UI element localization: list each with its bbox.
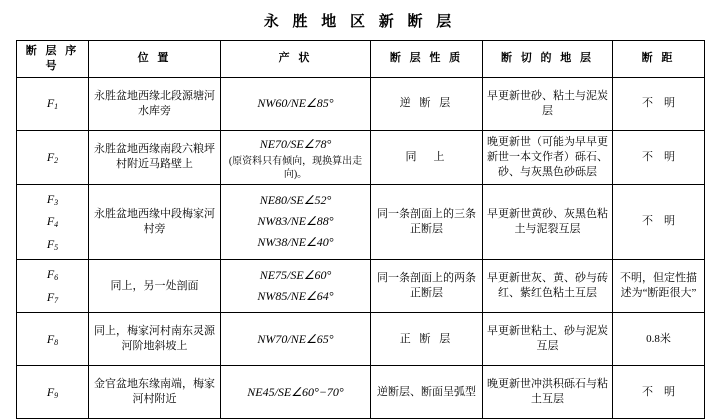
cell-distance: 不明，但定性描述为“断距很大” (613, 260, 705, 313)
cell-attitude: NE75/SE∠60° NW85/NE∠64° (221, 260, 371, 313)
cell-location: 金官盆地东缘南端，梅家河村附近 (89, 366, 221, 419)
cell-strata: 早更新世黄砂、灰黑色粘土与泥裂互层 (483, 184, 613, 259)
fault-id: $F_5$ (46, 237, 59, 253)
cell-nature: 逆断层、断面呈弧型 (371, 366, 483, 419)
cell-fault-no (17, 260, 89, 313)
cell-strata: 晚更新世（可能为早早更新世一本文作者）砾石、砂、与灰黑色砂砾层 (483, 130, 613, 184)
cell-location: 永胜盆地西缘中段梅家河村旁 (89, 184, 221, 259)
cell-strata: 晚更新世冲洪积砾石与粘土互层 (483, 366, 613, 419)
cell-nature: 正 断 层 (371, 313, 483, 366)
cell-fault-no (17, 77, 89, 130)
cell-distance: 不 明 (613, 77, 705, 130)
cell-attitude: NE70/SE∠78° (原资料只有倾向，现换算出走向)。 (221, 130, 371, 184)
cell-strata: 早更新世灰、黄、砂与砖红、紫红色粘土互层 (483, 260, 613, 313)
table-row (17, 366, 705, 419)
table-body (17, 77, 705, 418)
page-title: 永 胜 地 区 新 断 层 (263, 14, 457, 30)
column-header-fault-no: 断 层 序 号 (17, 41, 89, 78)
table-row (17, 260, 705, 313)
column-header-distance: 断 距 (613, 41, 705, 78)
table-row (17, 77, 705, 130)
table-row (17, 184, 705, 259)
cell-nature: 逆 断 层 (371, 77, 483, 130)
cell-attitude: NE80/SE∠52° NW83/NE∠88° NW38/NE∠40° (221, 184, 371, 259)
cell-location: 永胜盆地西缘北段源塘河水库旁 (89, 77, 221, 130)
cell-nature: 同一条剖面上的三条正断层 (371, 184, 483, 259)
cell-distance: 不 明 (613, 130, 705, 184)
cell-fault-no (17, 184, 89, 259)
cell-fault-no (17, 366, 89, 419)
column-header-strata: 断 切 的 地 层 (483, 41, 613, 78)
cell-strata: 早更新世砂、粘土与泥炭层 (483, 77, 613, 130)
fault-id: $F_9$ (46, 384, 59, 400)
table-row (17, 130, 705, 184)
fault-id: $F_4$ (46, 214, 59, 230)
cell-nature: 同 上 (371, 130, 483, 184)
table-header (17, 41, 705, 78)
cell-attitude: NW70/NE∠65° (221, 313, 371, 366)
faults-table (16, 40, 705, 419)
cell-fault-no (17, 130, 89, 184)
fault-id: $F_6$ (46, 267, 59, 283)
fault-id: $F_1$ (46, 96, 59, 112)
column-header-location: 位 置 (89, 41, 221, 78)
cell-attitude: NE45/SE∠60°−70° (221, 366, 371, 419)
cell-distance: 0.8米 (613, 313, 705, 366)
fault-id: $F_7$ (46, 290, 59, 306)
cell-fault-no (17, 313, 89, 366)
fault-id: $F_8$ (46, 331, 59, 347)
column-header-attitude: 产 状 (221, 41, 371, 78)
column-header-nature: 断 层 性 质 (371, 41, 483, 78)
fault-id: $F_2$ (46, 149, 59, 165)
table-header-row (17, 41, 705, 78)
cell-nature: 同一条剖面上的两条正断层 (371, 260, 483, 313)
cell-location: 同上，另一处剖面 (89, 260, 221, 313)
cell-distance: 不 明 (613, 366, 705, 419)
cell-location: 同上，梅家河村南东灵源河阶地斜坡上 (89, 313, 221, 366)
fault-id: $F_3$ (46, 191, 59, 207)
cell-strata: 早更新世粘土、砂与泥炭互层 (483, 313, 613, 366)
cell-attitude: NW60/NE∠85° (221, 77, 371, 130)
cell-location: 永胜盆地西缘南段六粮坪村附近马路壁上 (89, 130, 221, 184)
table-row (17, 313, 705, 366)
cell-distance: 不 明 (613, 184, 705, 259)
